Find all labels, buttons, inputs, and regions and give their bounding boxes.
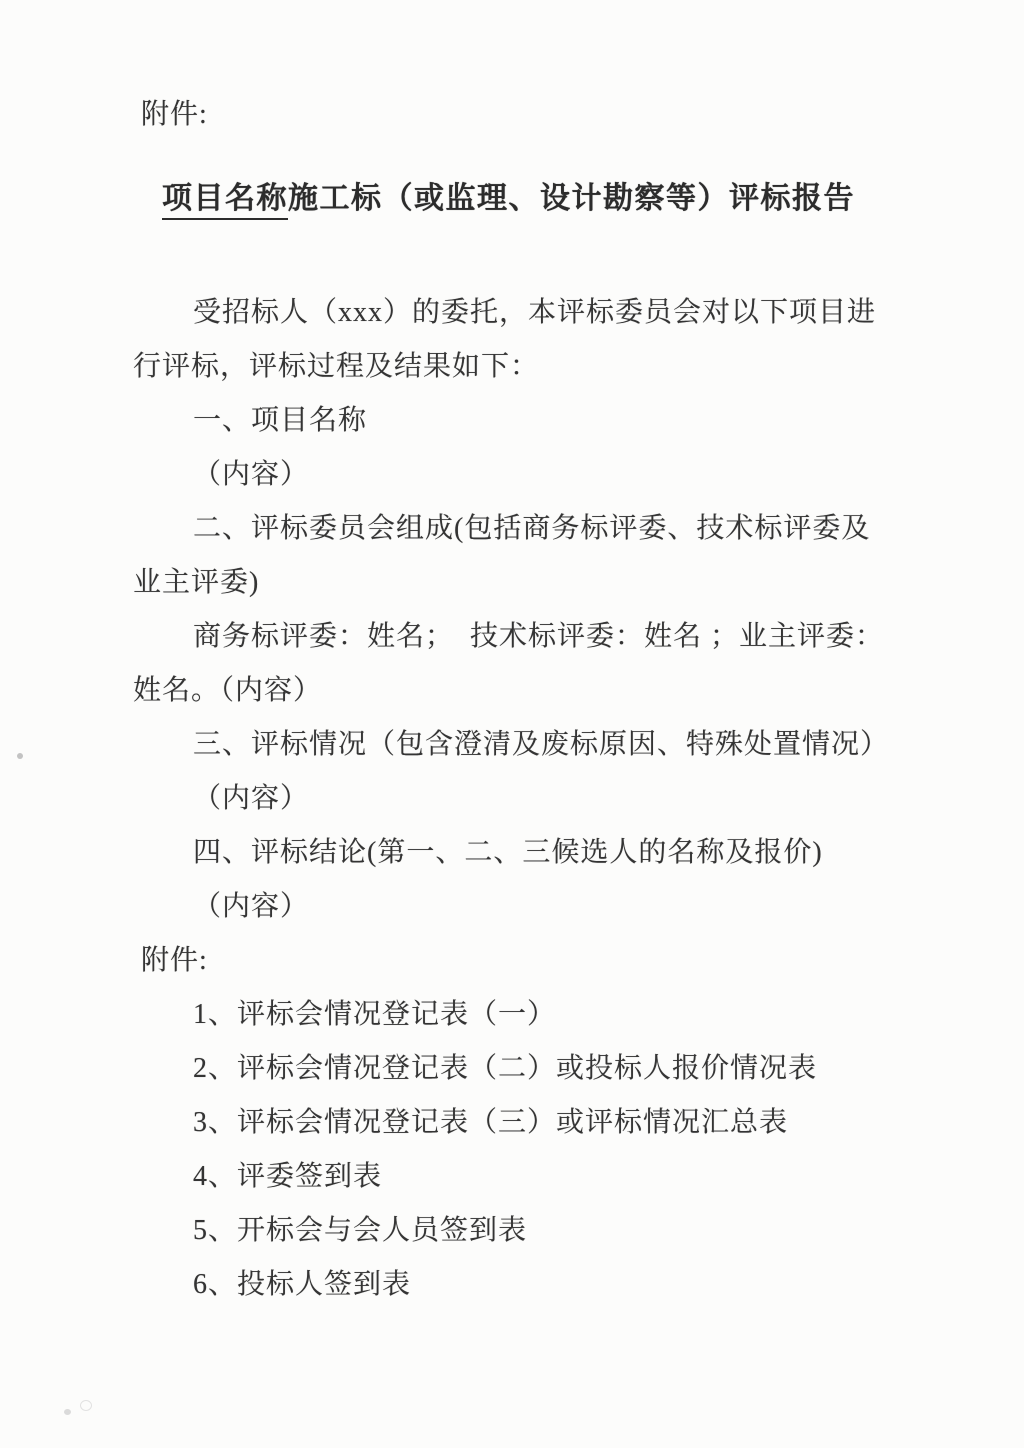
section-2-heading-cont: 业主评委) [133, 567, 260, 598]
attachment-item-4: 4、评委签到表 [193, 1161, 383, 1192]
section-2-detail: 商务标评委：姓名； 技术标评委：姓名 ；业主评委： [193, 621, 885, 652]
document-body [133, 286, 890, 1312]
document-title [133, 170, 884, 228]
attachments-label: 附件: [141, 945, 208, 976]
section-3-heading: 三、评标情况（包含澄清及废标原因、特殊处置情况） [193, 729, 890, 760]
title-underlined-part: 项目名称 [162, 182, 288, 220]
attachment-item-6: 6、投标人签到表 [193, 1269, 412, 1300]
section-4-content: （内容） [193, 891, 310, 922]
attachment-item-3: 3、评标会情况登记表（三）或评标情况汇总表 [193, 1107, 789, 1138]
attachment-item-1: 1、评标会情况登记表（一） [193, 999, 557, 1030]
section-3-content: （内容） [193, 783, 310, 814]
intro-line-2: 行评标，评标过程及结果如下： [133, 351, 540, 382]
attachment-item-5: 5、开标会与会人员签到表 [193, 1215, 528, 1246]
title-rest: 施工标（或监理、设计勘察等）评标报告 [288, 182, 855, 215]
section-1-heading: 一、项目名称 [193, 405, 368, 436]
section-4-heading: 四、评标结论(第一、二、三候选人的名称及报价) [193, 837, 823, 868]
section-2-heading: 二、评标委员会组成(包括商务标评委、技术标评委及 [193, 513, 871, 544]
intro-line-1: 受招标人（xxx）的委托，本评标委员会对以下项目进 [193, 297, 877, 328]
section-1-content: （内容） [193, 459, 310, 490]
attachment-label: 附件: [141, 99, 208, 130]
attachment-item-2: 2、评标会情况登记表（二）或投标人报价情况表 [193, 1053, 818, 1084]
section-2-detail-cont: 姓名。（内容） [133, 675, 323, 706]
